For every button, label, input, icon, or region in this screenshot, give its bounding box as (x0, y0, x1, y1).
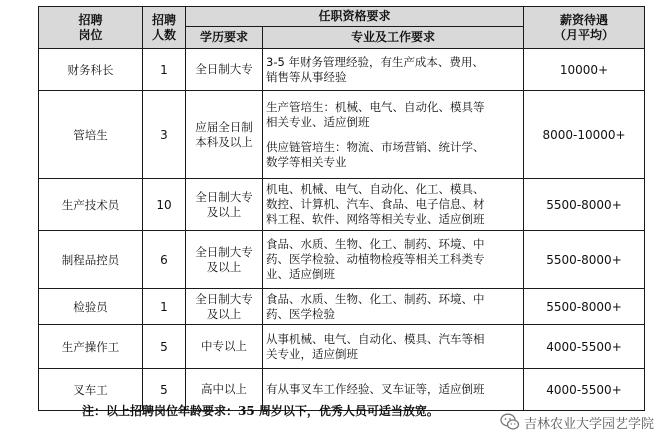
requirement-line: 供应链管培生：物流、市场营销、统计学、 (266, 139, 485, 154)
education-line: 高中以上 (201, 382, 247, 396)
cell-education (186, 325, 263, 369)
requirement-line: 销售等从事经验 (266, 69, 347, 84)
recruitment-table (38, 6, 645, 411)
requirement-line: 3-5 年财务管理经验，有生产成本、费用、 (266, 54, 484, 69)
cell-position: 财务科长 (39, 49, 143, 91)
education-line: 及以上 (206, 306, 242, 321)
cell-position: 管培生 (39, 91, 143, 179)
header-education: 学历要求 (186, 27, 263, 49)
cell-requirements (263, 49, 524, 91)
cell-requirements (263, 325, 524, 369)
footnote: 注：以上招聘岗位年龄要求：35 周岁以下，优秀人员可适当放宽。 (82, 404, 439, 418)
requirement-line: 生产管培生：机械、电气、自动化、模具等 (266, 99, 485, 114)
cell-education (186, 91, 263, 179)
education-line: 中专以上 (201, 339, 247, 353)
cell-count: 1 (143, 289, 186, 325)
cell-salary: 4000-5500+ (524, 325, 645, 369)
cell-education (186, 231, 263, 289)
requirement-line: 关专业，适应倒班 (266, 346, 358, 361)
table-row (39, 231, 645, 289)
requirement-line: 从事机械、电气、自动化、模具、汽车等相 (266, 331, 485, 346)
header-salary: 薪资待遇 （月平均） (524, 7, 645, 49)
cell-position: 生产操作工 (39, 325, 143, 369)
header-qualifications: 任职资格要求 (186, 7, 524, 27)
cell-requirements (263, 91, 524, 179)
education-line: 全日制大专 (195, 189, 253, 204)
table-row (39, 91, 645, 179)
cell-requirements (263, 231, 524, 289)
cell-count: 6 (143, 231, 186, 289)
cell-count: 5 (143, 369, 186, 411)
cell-salary: 8000-10000+ (524, 91, 645, 179)
education-line: 全日制大专 (195, 62, 253, 76)
cell-education (186, 289, 263, 325)
education-line: 全日制大专 (195, 244, 253, 259)
cell-position: 检验员 (39, 289, 143, 325)
cell-position: 叉车工 (39, 369, 143, 411)
paragraph-gap (266, 130, 520, 140)
requirement-line: 数控、计算机、汽车、食品、电子信息、材 (266, 197, 485, 211)
requirement-line: 食品、水质、生物、化工、制药、环境、中 (266, 291, 485, 306)
cell-position: 制程品控员 (39, 231, 143, 289)
cell-education (186, 179, 263, 231)
education-line: 本科及以上 (195, 134, 253, 149)
cell-count: 5 (143, 325, 186, 369)
requirement-line: 数学等相关专业 (266, 154, 347, 169)
wechat-icon (500, 412, 520, 432)
requirement-line: 药、医学检验 (266, 306, 335, 321)
requirement-line: 机电、机械、电气、自动化、化工、模具、 (266, 182, 485, 196)
cell-salary: 5500-8000+ (524, 289, 645, 325)
education-line: 全日制大专 (195, 291, 253, 306)
header-position: 招聘 岗位 (39, 7, 143, 49)
cell-salary: 4000-5500+ (524, 369, 645, 411)
requirement-line: 料工程、软件、网络等相关专业、适应倒班 (266, 212, 485, 226)
requirement-line: 业、适应倒班 (266, 267, 335, 281)
cell-salary: 5500-8000+ (524, 179, 645, 231)
cell-count: 10 (143, 179, 186, 231)
cell-requirements (263, 289, 524, 325)
cell-count: 3 (143, 91, 186, 179)
education-line: 及以上 (206, 259, 242, 274)
requirement-line: 食品、水质、生物、化工、制药、环境、中 (266, 237, 485, 251)
requirement-line: 相关专业、适应倒班 (266, 114, 370, 129)
requirement-line: 有从事叉车工作经验、叉车证等，适应倒班 (266, 382, 485, 396)
table-row (39, 325, 645, 369)
cell-salary: 5500-8000+ (524, 231, 645, 289)
cell-count: 1 (143, 49, 186, 91)
cell-requirements (263, 179, 524, 231)
table-row (39, 49, 645, 91)
education-line: 及以上 (206, 204, 242, 219)
watermark (500, 412, 654, 432)
cell-position: 生产技术员 (39, 179, 143, 231)
header-count: 招聘 人数 (143, 7, 186, 49)
education-line: 应届全日制 (195, 119, 253, 134)
header-major-experience: 专业及工作要求 (263, 27, 524, 49)
requirement-line: 药、医学检验、动植物检疫等相关工科类专 (266, 252, 485, 266)
table-row (39, 179, 645, 231)
table-row (39, 289, 645, 325)
cell-salary: 10000+ (524, 49, 645, 91)
cell-education (186, 49, 263, 91)
watermark-text: 吉林农业大学园艺学院 (523, 416, 654, 432)
